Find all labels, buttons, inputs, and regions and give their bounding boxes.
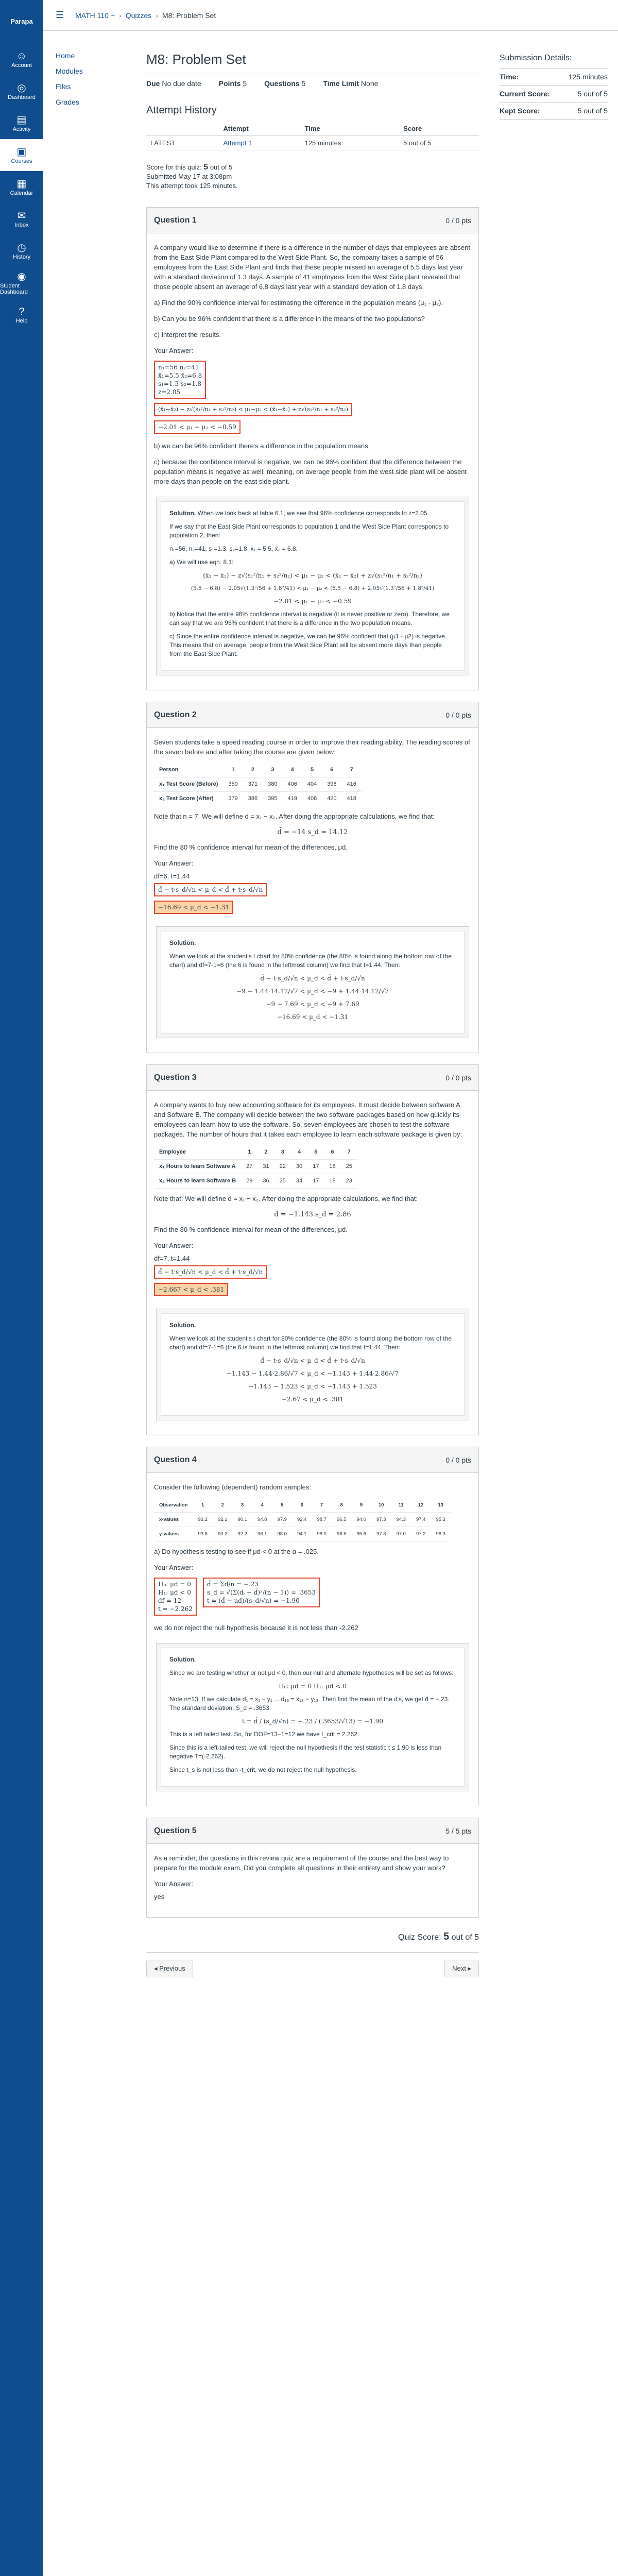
table-cell: 418 bbox=[342, 792, 362, 806]
solution-equation: −2.67 < μ_d < .381 bbox=[281, 1396, 344, 1403]
global-nav-label: Activity bbox=[12, 126, 31, 132]
hamburger-menu-icon[interactable]: ☰ bbox=[56, 10, 64, 20]
column-header: 1 bbox=[241, 1145, 258, 1160]
question-stats: d̄ = −1.143 s_d = 2.86 bbox=[274, 1211, 351, 1218]
question-title: Question 2 bbox=[154, 710, 197, 719]
global-nav-student-dashboard[interactable] bbox=[0, 267, 43, 299]
question-body bbox=[147, 1844, 478, 1917]
column-header: Employee bbox=[154, 1145, 241, 1160]
help-icon: ? bbox=[19, 306, 25, 317]
solution-title: Solution. bbox=[169, 939, 196, 946]
table-cell: 27 bbox=[241, 1160, 258, 1174]
column-header: 5 bbox=[307, 1145, 324, 1160]
question-points: 5 / 5 pts bbox=[445, 1826, 471, 1835]
answer-label: Your Answer: bbox=[154, 1564, 194, 1571]
time-value: 125 minutes bbox=[568, 73, 608, 81]
answer-interval: −2.01 < μ₁ − μ₂ < −0.59 bbox=[154, 420, 241, 434]
answer-text: yes bbox=[154, 1893, 165, 1901]
table-cell: 371 bbox=[243, 777, 263, 792]
table-cell: 98.7 bbox=[312, 1513, 332, 1527]
table-cell: 93.8 bbox=[193, 1527, 213, 1541]
table-cell: 404 bbox=[302, 777, 322, 792]
column-header: Time bbox=[301, 122, 400, 136]
solution-text: Note n=13. If we calculate d₁ = x₁ − y₁ ... d₁₃ = x₁₃ − y₁₃. Then find the mean of the d's, we get d̄ = −.23. The standard deviation, S_d = .3653. bbox=[169, 1696, 450, 1711]
table-cell: 97.0 bbox=[391, 1527, 411, 1541]
column-header: 12 bbox=[411, 1498, 431, 1513]
column-header: Observation bbox=[154, 1498, 193, 1513]
solution-equation: H₀: μd = 0 H₁: μd < 0 bbox=[279, 1683, 347, 1690]
table-cell: 90.1 bbox=[232, 1513, 252, 1527]
activity-icon: ▤ bbox=[16, 114, 27, 126]
question-prompt: Find the 80 % confidence interval for mean of the differences, μd. bbox=[154, 843, 348, 851]
table-cell: 31 bbox=[258, 1160, 274, 1174]
table-cell: 95.6 bbox=[351, 1527, 371, 1541]
courses-icon: ▣ bbox=[16, 146, 27, 158]
attempt-history-heading: Attempt History bbox=[146, 105, 217, 116]
table-row bbox=[154, 792, 362, 806]
question-header bbox=[147, 208, 478, 233]
table-cell: 96.1 bbox=[252, 1527, 272, 1541]
table-cell: x₂ Hours to learn Software B bbox=[154, 1174, 241, 1189]
solution-content bbox=[161, 501, 465, 671]
table-cell: 36 bbox=[258, 1174, 274, 1189]
table-cell: 98.0 bbox=[272, 1527, 292, 1541]
course-navigation bbox=[43, 31, 136, 113]
table-cell: x₁ Hours to learn Software A bbox=[154, 1160, 241, 1174]
table-header-row bbox=[154, 1145, 357, 1160]
question-header bbox=[147, 1065, 478, 1091]
global-nav-help[interactable] bbox=[0, 299, 43, 331]
calendar-icon: ▦ bbox=[16, 178, 27, 190]
submitted-time: Submitted May 17 at 3:08pm bbox=[146, 173, 232, 180]
question-3 bbox=[146, 1064, 479, 1435]
question-title: Question 1 bbox=[154, 215, 197, 225]
solution-text: b) Notice that the entire 96% confidence interval is negative (it is never positive or zero). Therefore, we can say that we are 96% confident that there is a difference in the two population means. bbox=[169, 611, 450, 626]
table-cell: 90.2 bbox=[213, 1527, 233, 1541]
solution-equation: (5.5 − 6.8) − 2.05√(1.3²/56 + 1.8²/41) < μ₁ − μ₂ < (5.5 − 6.8) + 2.05√(1.3²/56 + 1.8²/41) bbox=[191, 585, 435, 591]
column-header: 4 bbox=[252, 1498, 272, 1513]
global-nav-label: Dashboard bbox=[8, 94, 36, 100]
current-score-value: 5 out of 5 bbox=[577, 90, 608, 98]
answer-label: Your Answer: bbox=[154, 859, 194, 867]
question-points: 0 / 0 pts bbox=[445, 1073, 471, 1082]
column-header: Person bbox=[154, 763, 223, 777]
global-nav-inbox[interactable] bbox=[0, 203, 43, 235]
question-text: Consider the following (dependent) random samples: bbox=[154, 1483, 311, 1491]
previous-button[interactable]: ◂ Previous bbox=[146, 1960, 193, 1977]
table-row bbox=[154, 1527, 451, 1541]
column-header: 3 bbox=[263, 763, 282, 777]
answer-part-c: c) because the confidence interval is negative, we can be 96% confident that the difference between the population means is negative as well, meaning, on average people from the west side plant will be absent more days than people on the east side plant. bbox=[154, 458, 467, 485]
top-bar bbox=[43, 0, 618, 31]
table-cell: 380 bbox=[263, 777, 282, 792]
solution-title: Solution. bbox=[169, 1656, 196, 1663]
table-cell: 18 bbox=[324, 1174, 340, 1189]
attempt-link[interactable]: Attempt 1 bbox=[223, 139, 252, 147]
question-title: Question 5 bbox=[154, 1826, 197, 1835]
score-suffix: out of 5 bbox=[210, 163, 233, 171]
table-cell: 420 bbox=[322, 792, 341, 806]
brand-logo[interactable]: Parapa bbox=[10, 18, 33, 25]
table-row bbox=[154, 1174, 357, 1189]
solution-equation: −16.69 < μ_d < −1.31 bbox=[277, 1013, 349, 1021]
global-nav-label: Help bbox=[15, 318, 28, 324]
answer-label: Your Answer: bbox=[154, 1242, 194, 1249]
table-cell: 94.3 bbox=[391, 1513, 411, 1527]
answer-formula: d̄ − t·s_d/√n < μ_d < d̄ + t·s_d/√n bbox=[154, 883, 267, 896]
kept-score-value: 5 out of 5 bbox=[577, 107, 608, 115]
table-cell: 22 bbox=[274, 1160, 291, 1174]
kept-score-label: Kept Score: bbox=[500, 107, 540, 115]
table-cell: 96.5 bbox=[332, 1513, 352, 1527]
solution-panel bbox=[156, 497, 469, 675]
solution-text: n₁=56, n₂=41, s₁=1.3, s₂=1.8, x̄₁ = 5.5, x̄₂ = 6.8. bbox=[169, 545, 298, 552]
solution-text: Since this is a left-tailed test, we will reject the null hypothesis if the test statistic t ≤ 1.90 is less than negative T=(-2.262). bbox=[169, 1744, 442, 1760]
global-nav-label: Calendar bbox=[10, 190, 33, 196]
answer-variables: df=6, t=1.44 bbox=[154, 872, 190, 880]
answer-conclusion: we do not reject the null hypothesis because it is not less than -2.262 bbox=[154, 1624, 358, 1632]
question-points: 0 / 0 pts bbox=[445, 710, 471, 719]
solution-content bbox=[161, 1648, 465, 1787]
global-nav-label: Courses bbox=[11, 158, 32, 164]
table-row bbox=[154, 1160, 357, 1174]
solution-equation: (x̄₁ − x̄₂) − z√(s₁²/n₁ + s₂²/n₂) < μ₁ − μ₂ < (x̄₁ − x̄₂) + z√(s₁²/n₁ + s₂²/n₂) bbox=[203, 572, 422, 579]
table-cell: 93.2 bbox=[193, 1513, 213, 1527]
attempt-summary bbox=[146, 150, 479, 196]
submission-heading: Submission Details: bbox=[500, 31, 608, 69]
student-dashboard-icon: ◉ bbox=[17, 271, 26, 282]
current-score-row bbox=[500, 86, 608, 103]
table-cell: x₁ Test Score (Before) bbox=[154, 777, 223, 792]
table-header-row bbox=[154, 1498, 451, 1513]
table-cell: 97.3 bbox=[371, 1513, 391, 1527]
current-score-label: Current Score: bbox=[500, 90, 551, 98]
quiz-meta bbox=[146, 74, 479, 93]
question-title: Question 3 bbox=[154, 1073, 197, 1082]
table-cell: 419 bbox=[282, 792, 302, 806]
table-cell: 94.1 bbox=[292, 1527, 312, 1541]
table-row bbox=[154, 1513, 451, 1527]
table-cell: 30 bbox=[291, 1160, 307, 1174]
points-label: Points bbox=[218, 79, 241, 88]
question-part-b: b) Can you be 96% confident that there is a difference in the means of the two populations? bbox=[154, 315, 425, 323]
score-value: 5 bbox=[203, 163, 209, 172]
column-header: 1 bbox=[223, 763, 243, 777]
due-value: No due date bbox=[162, 79, 201, 88]
table-cell: 95.3 bbox=[431, 1513, 451, 1527]
table-cell: 386 bbox=[243, 792, 263, 806]
answer-label: Your Answer: bbox=[154, 347, 194, 354]
attempt-score: 5 out of 5 bbox=[399, 136, 479, 150]
column-header: 13 bbox=[431, 1498, 451, 1513]
question-text: A company wants to buy new accounting software for its employees. It must decide between software A and Software B. The company will decide between the two software packages based on how quickly its employees can learn how to use the software. So, seven employees are chosen to test the software packages. The number of hours that it takes each employee to learn each software package is given by: bbox=[154, 1101, 462, 1138]
quiz-score-value: 5 bbox=[443, 1931, 450, 1942]
table-cell: 18 bbox=[324, 1160, 340, 1174]
column-header: 4 bbox=[291, 1145, 307, 1160]
table-cell: 92.4 bbox=[292, 1513, 312, 1527]
column-header: 2 bbox=[243, 763, 263, 777]
solution-equation: d̄ − t·s_d/√n < μ_d < d̄ + t·s_d/√n bbox=[260, 1357, 365, 1364]
global-nav-label: Account bbox=[11, 62, 32, 69]
question-body bbox=[147, 1091, 478, 1435]
table-cell: 17 bbox=[307, 1174, 324, 1189]
data-table bbox=[154, 1145, 357, 1189]
global-nav-account[interactable] bbox=[0, 43, 43, 75]
page-title: M8: Problem Set bbox=[146, 31, 479, 74]
column-header: 7 bbox=[341, 1145, 357, 1160]
global-navigation bbox=[0, 0, 43, 2576]
question-header bbox=[147, 1818, 478, 1844]
answer-variables: n₁=56 n₂=41 x̄₁=5.5 x̄₂=6.8 s₁=1.3 s₂=1.8 z=2.05 bbox=[154, 361, 206, 399]
table-cell: 98.0 bbox=[312, 1527, 332, 1541]
answer-variables: df=7, t=1.44 bbox=[154, 1255, 190, 1262]
solution-equation: t = d̄ / (s_d/√n) = −.23 / (.3653/√13) = −1.90 bbox=[242, 1718, 384, 1725]
solution-equation: −9 − 7.69 < μ_d < −9 + 7.69 bbox=[266, 1001, 359, 1008]
answer-part-b: b) we can be 96% confident there's a difference in the population means bbox=[154, 442, 368, 450]
global-nav-label: Inbox bbox=[14, 222, 29, 228]
solution-equation: −1.143 − 1.44·2.86/√7 < μ_d < −1.143 + 1.44·2.86/√7 bbox=[226, 1370, 399, 1377]
table-cell: 34 bbox=[291, 1174, 307, 1189]
answer-label: Your Answer: bbox=[154, 1880, 194, 1888]
history-icon: ◷ bbox=[17, 242, 26, 253]
question-title: Question 4 bbox=[154, 1455, 197, 1464]
solution-equation: −9 − 1.44·14.12/√7 < μ_d < −9 + 1.44·14.12/√7 bbox=[236, 988, 389, 995]
table-cell: 406 bbox=[282, 777, 302, 792]
table-cell: x-values bbox=[154, 1513, 193, 1527]
solution-text: Since t_s is not less than -t_crit, we do not reject the null hypothesis. bbox=[169, 1766, 357, 1773]
solution-equation: d̄ − t·s_d/√n < μ_d < d̄ + t·s_d/√n bbox=[260, 975, 365, 982]
solution-text: When we look at the student's t chart for 80% confidence (the 80% is found along the bottom row of the chart) and df=7-1=6 (the 6 is found in the leftmost column) we find that t=1.44. Then: bbox=[169, 953, 452, 969]
column-header: 4 bbox=[282, 763, 302, 777]
table-cell: 395 bbox=[263, 792, 282, 806]
table-cell: 17 bbox=[307, 1160, 324, 1174]
answer-interval: −16.69 < μ_d < −1.31 bbox=[154, 901, 233, 914]
table-cell: 94.0 bbox=[351, 1513, 371, 1527]
account-icon: ☺ bbox=[16, 50, 27, 62]
table-cell: 98.5 bbox=[332, 1527, 352, 1541]
table-cell: 97.2 bbox=[411, 1527, 431, 1541]
solution-content bbox=[161, 931, 465, 1033]
data-table bbox=[154, 1498, 451, 1541]
table-row bbox=[146, 136, 479, 150]
points-value: 5 bbox=[243, 79, 247, 88]
global-nav-courses[interactable] bbox=[0, 139, 43, 171]
attempt-time: 125 minutes bbox=[301, 136, 400, 150]
question-part-a: a) Find the 90% confidence interval for estimating the difference in the population means (μ₁ - μ₂). bbox=[154, 299, 443, 307]
question-1 bbox=[146, 207, 479, 690]
column-header: Attempt bbox=[219, 122, 301, 136]
global-nav-history[interactable] bbox=[0, 235, 43, 267]
table-cell: x₂ Test Score (After) bbox=[154, 792, 223, 806]
attempt-history-table bbox=[146, 122, 479, 150]
questions-label: Questions bbox=[264, 79, 300, 88]
quiz-score-label: Quiz Score: bbox=[398, 1933, 441, 1942]
kept-score-row bbox=[500, 103, 608, 120]
question-2 bbox=[146, 702, 479, 1053]
due-label: Due bbox=[146, 79, 160, 88]
table-cell: 97.9 bbox=[272, 1513, 292, 1527]
answer-interval: −2.667 < μ_d < .381 bbox=[154, 1283, 228, 1296]
column-header: 9 bbox=[351, 1498, 371, 1513]
solution-panel bbox=[156, 1309, 469, 1420]
time-limit-value: None bbox=[360, 79, 379, 88]
table-cell: 97.4 bbox=[411, 1513, 431, 1527]
solution-text: If we say that the East Side Plant corresponds to population 1 and the West Side Plant corresponds to population 2, then: bbox=[169, 523, 449, 539]
question-body bbox=[147, 233, 478, 690]
question-points: 0 / 0 pts bbox=[445, 1455, 471, 1464]
table-cell: 416 bbox=[342, 777, 362, 792]
column-header: 7 bbox=[342, 763, 362, 777]
table-cell: y-values bbox=[154, 1527, 193, 1541]
question-4 bbox=[146, 1447, 479, 1806]
course-nav-home[interactable]: Home bbox=[56, 52, 75, 60]
solution-text: Since we are testing whether or not μd < 0, then our null and alternate hypotheses will be set as follows: bbox=[169, 1669, 454, 1676]
breadcrumb-course[interactable]: MATH 110 ~ bbox=[75, 11, 115, 20]
breadcrumb-current: M8: Problem Set bbox=[162, 11, 216, 20]
column-header: 3 bbox=[274, 1145, 291, 1160]
column-header: 11 bbox=[391, 1498, 411, 1513]
question-body bbox=[147, 728, 478, 1053]
question-part-c: c) Interpret the results. bbox=[154, 331, 221, 338]
table-cell: 398 bbox=[322, 777, 341, 792]
global-nav-activity[interactable] bbox=[0, 107, 43, 139]
quiz-score-suffix: out of 5 bbox=[451, 1933, 479, 1942]
solution-title: Solution. bbox=[169, 1321, 196, 1329]
data-table bbox=[154, 763, 362, 806]
solution-title: Solution. bbox=[169, 510, 196, 517]
answer-formula: (x̄₁−x̄₂) − z√(s₁²/n₁ + s₂²/n₂) < μ₁−μ₂ < (x̄₁−x̄₂) + z√(s₁²/n₁ + s₂²/n₂) bbox=[154, 403, 352, 416]
quiz-score bbox=[146, 1918, 479, 1952]
column-header: 6 bbox=[322, 763, 341, 777]
question-text: A company would like to determine if there is a difference in the number of days that employees are absent from the East Side Plant compared to the West Side Plant. So, the company takes a sample of 56 employees from the East Side Plant and finds that these people missed an average of 5.5 days last year with a standard deviation of 1.3 days. A sample of 41 employees from the West Side plant revealed that those people absent an average of 6.8 days last year with a standard deviation of 1.8 days. bbox=[154, 244, 470, 291]
table-header-row bbox=[154, 763, 362, 777]
question-text: Seven students take a speed reading course in order to improve their reading ability. The reading scores of the seven before and after taking the course are given below: bbox=[154, 738, 470, 756]
question-stats: d̄ = −14 s_d = 14.12 bbox=[277, 828, 348, 836]
solution-equation: −2.01 < μ₁ − μ₂ < −0.59 bbox=[273, 598, 352, 605]
solution-text: When we look back at table 6.1, we see that 96% confidence corresponds to z=2.05. bbox=[197, 510, 429, 517]
table-row bbox=[154, 777, 362, 792]
table-cell: 92.2 bbox=[232, 1527, 252, 1541]
course-nav-grades[interactable]: Grades bbox=[56, 98, 79, 106]
course-nav-modules[interactable]: Modules bbox=[56, 67, 83, 75]
submission-details bbox=[494, 31, 618, 120]
solution-text: a) We will use eqn. 8.1: bbox=[169, 558, 234, 566]
table-cell: 25 bbox=[274, 1174, 291, 1189]
submission-time-row bbox=[500, 69, 608, 86]
column-header: 1 bbox=[193, 1498, 213, 1513]
question-prompt: a) Do hypothesis testing to see if μd < 0 at the α = .025. bbox=[154, 1548, 319, 1555]
table-cell: 350 bbox=[223, 777, 243, 792]
question-points: 0 / 0 pts bbox=[445, 216, 471, 225]
column-header: 6 bbox=[324, 1145, 340, 1160]
column-header bbox=[146, 122, 219, 136]
pagination bbox=[146, 1952, 479, 1977]
question-header bbox=[147, 702, 478, 728]
global-nav-dashboard[interactable] bbox=[0, 75, 43, 107]
table-cell: 379 bbox=[223, 792, 243, 806]
column-header: 5 bbox=[302, 763, 322, 777]
question-body bbox=[147, 1473, 478, 1806]
latest-tag: LATEST bbox=[146, 136, 219, 150]
column-header: 7 bbox=[312, 1498, 332, 1513]
solution-text: c) Since the entire confidence interval is negative, we can be 96% confident that (μ1 - μ2) is negative. This means that on average, people from the West Side Plant will be absent more days than people from the East Side Plant. bbox=[169, 633, 447, 657]
global-nav-label: Student Dashboard bbox=[0, 283, 28, 295]
dashboard-icon: ◎ bbox=[17, 82, 26, 94]
attempt-duration: This attempt took 125 minutes. bbox=[146, 182, 238, 190]
breadcrumb-separator-icon: › bbox=[119, 11, 122, 20]
column-header: 6 bbox=[292, 1498, 312, 1513]
answer-formula: d̄ − t·s_d/√n < μ_d < d̄ + t·s_d/√n bbox=[154, 1265, 267, 1279]
time-label: Time: bbox=[500, 73, 519, 81]
question-note: Note that n = 7. We will define d = x₁ − x₂. After doing the appropriate calculations, we find that: bbox=[154, 812, 435, 820]
answer-hypotheses: H₀: μd = 0 H₁: μd < 0 df = 12 t = −2.262 bbox=[154, 1578, 197, 1616]
question-5 bbox=[146, 1818, 479, 1918]
next-button[interactable]: Next ▸ bbox=[444, 1960, 479, 1977]
column-header: 10 bbox=[371, 1498, 391, 1513]
main-content bbox=[136, 31, 489, 1977]
inbox-icon: ✉ bbox=[17, 210, 26, 222]
question-text: As a reminder, the questions in this review quiz are a requirement of the course and the best way to prepare for the module exam. Did you complete all questions in their entirety and show your work? bbox=[154, 1854, 449, 1872]
column-header: 5 bbox=[272, 1498, 292, 1513]
table-cell: 23 bbox=[341, 1174, 357, 1189]
question-note: Note that: We will define d = x₁ − x₂. After doing the appropriate calculations, we find that: bbox=[154, 1195, 418, 1202]
solution-text: This is a left tailed test. So, for DOF=13−1=12 we have t_crit = 2.262. bbox=[169, 1731, 359, 1738]
solution-panel bbox=[156, 1643, 469, 1791]
answer-calculation: d̄ = Σd/n = −.23 s_d = √(Σ(dᵢ − d̄)²/(n − 1)) = .3653 t = (d̄ − μd)/(s_d/√n) = −1.90 bbox=[203, 1578, 320, 1607]
question-header bbox=[147, 1447, 478, 1473]
solution-equation: −1.143 − 1.523 < μ_d < −1.143 + 1.523 bbox=[248, 1383, 377, 1390]
solution-content bbox=[161, 1313, 465, 1416]
column-header: 2 bbox=[258, 1145, 274, 1160]
table-cell: 97.3 bbox=[371, 1527, 391, 1541]
table-cell: 29 bbox=[241, 1174, 258, 1189]
course-nav-files[interactable]: Files bbox=[56, 82, 71, 91]
column-header: 8 bbox=[332, 1498, 352, 1513]
column-header: 3 bbox=[232, 1498, 252, 1513]
time-limit-label: Time Limit bbox=[323, 79, 359, 88]
table-cell: 94.8 bbox=[252, 1513, 272, 1527]
score-prefix: Score for this quiz: bbox=[146, 163, 202, 171]
column-header: Score bbox=[399, 122, 479, 136]
questions-value: 5 bbox=[301, 79, 306, 88]
breadcrumb-section[interactable]: Quizzes bbox=[125, 11, 152, 20]
breadcrumb-separator-icon: › bbox=[156, 11, 158, 20]
global-nav-label: History bbox=[12, 254, 31, 260]
table-cell: 96.3 bbox=[431, 1527, 451, 1541]
table-cell: 25 bbox=[341, 1160, 357, 1174]
global-nav-calendar[interactable] bbox=[0, 171, 43, 203]
column-header: 2 bbox=[213, 1498, 233, 1513]
question-prompt: Find the 80 % confidence interval for mean of the differences, μd. bbox=[154, 1226, 348, 1233]
solution-text: When we look at the student's t chart for 80% confidence (the 80% is found along the bottom row of the chart) and df=7-1=6 (the 6 is found in the leftmost column) we find that t=1.44. Then: bbox=[169, 1335, 452, 1351]
solution-panel bbox=[156, 926, 469, 1038]
table-cell: 408 bbox=[302, 792, 322, 806]
table-cell: 92.1 bbox=[213, 1513, 233, 1527]
